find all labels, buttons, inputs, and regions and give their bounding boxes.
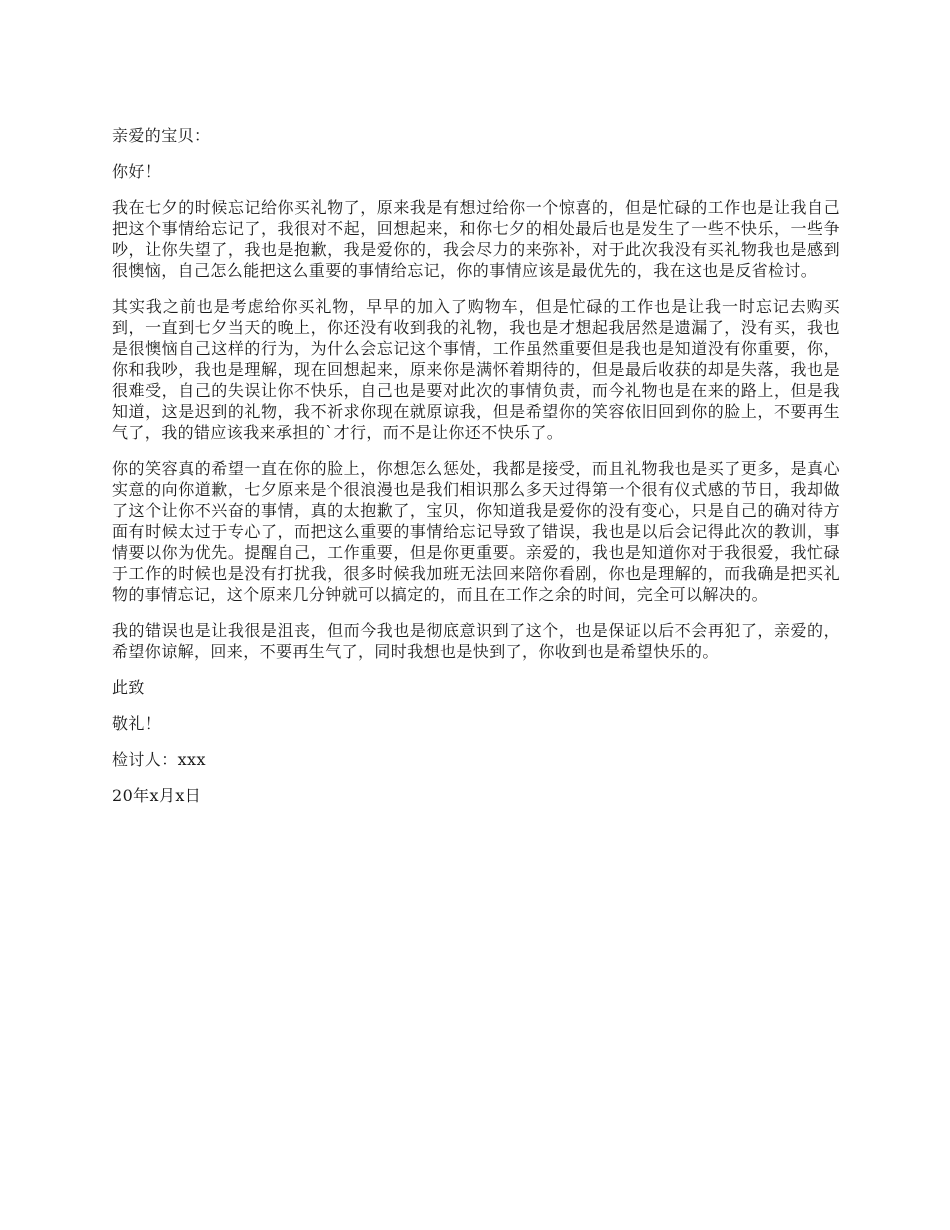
body-paragraph-1: 我在七夕的时候忘记给你买礼物了，原来我是有想过给你一个惊喜的，但是忙碌的工作也是让我自己把这个事情给忘记了，我很对不起，回想起来，和你七夕的相处最后也是发生了一些不快乐，一些争吵，让你失望了，我也是抱歉，我是爱你的，我会尽力的来弥补，对于此次我没有买礼物我也是感到很懊恼，自己怎么能把这么重要的事情给忘记，你的事情应该是最优先的，我在这也是反省检讨。 [112,198,840,280]
letter-document [112,125,840,821]
date-line: 20年x月x日 [112,786,202,805]
signer-line: 检讨人：xxx [112,750,206,769]
closing-line: 此致 [112,678,145,697]
salutation: 亲爱的宝贝： [112,126,211,145]
greeting: 你好！ [112,162,162,181]
body-paragraph-4: 我的错误也是让我很是沮丧，但而今我也是彻底意识到了这个，也是保证以后不会再犯了，亲爱的，希望你谅解，回来，不要再生气了，同时我想也是快到了，你收到也是希望快乐的。 [112,621,840,661]
regards-line: 敬礼！ [112,714,162,733]
body-paragraph-2: 其实我之前也是考虑给你买礼物，早早的加入了购物车，但是忙碌的工作也是让我一时忘记去购买到，一直到七夕当天的晚上，你还没有收到我的礼物，我也是才想起我居然是遗漏了，没有买，我也是很懊恼自己这样的行为，为什么会忘记这个事情，工作虽然重要但是我也是知道没有你重要，你，你和我吵，我也是理解，现在回想起来，原来你是满怀着期待的，但是最后收获的却是失落，我也是很难受，自己的失误让你不快乐，自己也是要对此次的事情负责，而今礼物也是在来的路上，但是我知道，这是迟到的礼物，我不祈求你现在就原谅我，但是希望你的笑容依旧回到你的脸上，不要再生气了，我的错应该我来承担的`才行，而不是让你还不快乐了。 [112,297,840,442]
body-paragraph-3: 你的笑容真的希望一直在你的脸上，你想怎么惩处，我都是接受，而且礼物我也是买了更多，是真心实意的向你道歉，七夕原来是个很浪漫也是我们相识那么多天过得第一个很有仪式感的节日，我却做了这个让你不兴奋的事情，真的太抱歉了，宝贝，你知道我是爱你的没有变心，只是自己的确对待方面有时候太过于专心了，而把这么重要的事情给忘记导致了错误，我也是以后会记得此次的教训，事情要以你为优先。提醒自己，工作重要，但是你更重要。亲爱的，我也是知道你对于我很爱，我忙碌于工作的时候也是没有打扰我，很多时候我加班无法回来陪你看剧，你也是理解的，而我确是把买礼物的事情忘记，这个原来几分钟就可以搞定的，而且在工作之余的时间，完全可以解决的。 [112,459,840,604]
